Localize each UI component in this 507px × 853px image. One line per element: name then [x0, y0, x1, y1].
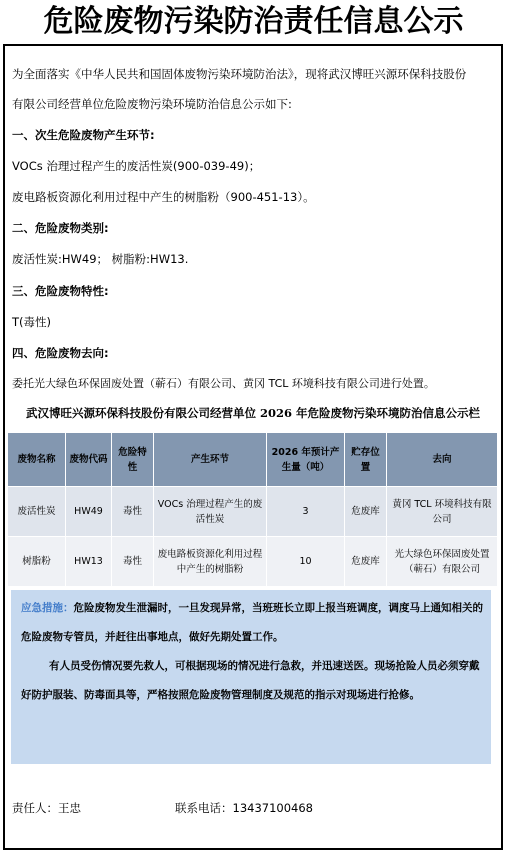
header-code: 废物代码: [66, 433, 112, 487]
section-2-heading: 二、危险废物类别:: [12, 221, 109, 235]
header-storage: 贮存位置: [345, 433, 387, 487]
table-row: [8, 487, 498, 537]
section-4-heading: 四、危险废物去向:: [12, 346, 109, 360]
section-3-line-1: T(毒性): [12, 315, 51, 329]
contact-phone: 联系电话：13437100468: [175, 801, 313, 815]
cell-amount: 10: [267, 537, 345, 587]
cell-amount: 3: [267, 487, 345, 537]
section-4-line-1: 委托光大绿色环保固废处置（蕲石）有限公司、黄冈 TCL 环境科技有限公司进行处置。: [12, 377, 435, 390]
cell-storage: 危废库: [345, 537, 387, 587]
section-1-line-1: VOCs 治理过程产生的废活性炭(900-039-49)；: [12, 159, 261, 173]
intro-line-1: 为全面落实《中华人民共和国固体废物污染环境防治法》，现将武汉博旺兴源环保科技股份: [12, 67, 467, 81]
cell-source: 废电路板资源化利用过程中产生的树脂粉: [154, 537, 267, 587]
cell-source: VOCs 治理过程产生的废活性炭: [154, 487, 267, 537]
cell-characteristic: 毒性: [112, 487, 154, 537]
table-header-row: [8, 433, 498, 487]
cell-name: 树脂粉: [8, 537, 66, 587]
section-2-line-1: 废活性炭:HW49； 树脂粉:HW13.: [12, 252, 189, 266]
header-source: 产生环节: [154, 433, 267, 487]
emergency-text-2: 有人员受伤情况要先救人，可根据现场的情况进行急救，并迅速送医。现场抢险人员必须穿戴好防护服装、防毒面具等，严格按照危险废物管理制度及规范的指示对现场进行抢修。: [21, 660, 480, 701]
emergency-measures-box: [11, 590, 491, 764]
responsible-person: 责任人：王忠: [12, 801, 81, 815]
emergency-paragraph-1: [21, 594, 483, 652]
section-1-line-2: 废电路板资源化利用过程中产生的树脂粉（900-451-13）。: [12, 190, 315, 204]
emergency-text-1: 危险废物发生泄漏时，一旦发现异常，当班班长立即上报当班调度，调度马上通知相关的危险废物专管员，并赶往出事地点，做好先期处置工作。: [21, 602, 483, 643]
waste-info-table: [7, 432, 498, 587]
header-name: 废物名称: [8, 433, 66, 487]
page-title: 危险废物污染防治责任信息公示: [43, 4, 464, 39]
cell-destination: 光大绿色环保固废处置（蕲石）有限公司: [387, 537, 498, 587]
section-3-heading: 三、危险废物特性:: [12, 284, 109, 298]
cell-destination: 黄冈 TCL 环境科技有限公司: [387, 487, 498, 537]
cell-name: 废活性炭: [8, 487, 66, 537]
cell-characteristic: 毒性: [112, 537, 154, 587]
cell-code: HW49: [66, 487, 112, 537]
header-amount: 2026 年预计产生量（吨）: [267, 433, 345, 487]
header-characteristic: 危险特性: [112, 433, 154, 487]
table-row: [8, 537, 498, 587]
intro-line-2: 有限公司经营单位危险废物污染环境防治信息公示如下:: [12, 97, 292, 111]
cell-storage: 危废库: [345, 487, 387, 537]
header-destination: 去向: [387, 433, 498, 487]
emergency-label: 应急措施：: [21, 602, 74, 614]
cell-code: HW13: [66, 537, 112, 587]
emergency-paragraph-2: [21, 652, 483, 710]
table-caption: 武汉博旺兴源环保科技股份有限公司经营单位 2026 年危险废物污染环境防治信息公示栏: [25, 406, 480, 420]
section-1-heading: 一、次生危险废物产生环节:: [12, 128, 155, 142]
